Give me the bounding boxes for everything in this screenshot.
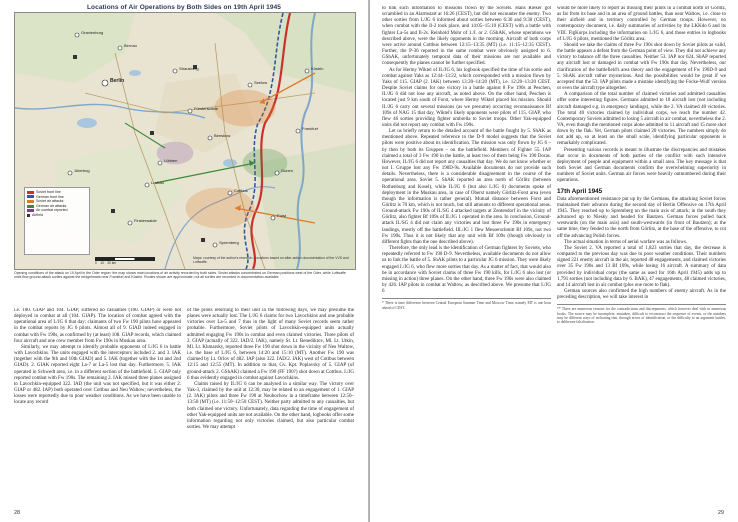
legend-swatch <box>27 214 30 217</box>
paragraph: Data aforementioned resistance put up by the Germans, the attacking Soviet forces maintained their advance during the second day of Berlin Offensive on 17th April 1945. They reached up to Spremberg on the main axis of attack; in the south they advanced up to Niesky and headed for Bautzen. German forces pulled back westwards (on the main axis) and south-westwards (in front of Bautzen); at the same time, they fended to the north from Görlitz, at the base of the offensive, to cut off the advancing Polish forces. <box>557 196 726 239</box>
map-label-strausberg: Strausberg <box>179 66 199 71</box>
paragraph: Therefore, the only lead is the identification of German fighters by Soviets, who repeatedly referred to Fw 190 D-9. Nevertheless, available documents do not allow us to link the battle of 5. ShAK pilots to a particular JG 6 mission. They were likely engaged I./JG 6, who flew more sorties that day. As a matter of fact, that would also be in accordance with Soviet claims of three Fw 190 kills, for I./JG 6 also lost (or missing in action) three planes. On the other hand, three Fw 190s were also claimed by 426. IAP pilots in combat at Waltow, as described above. We presume that I./JG 6 <box>382 246 551 295</box>
paragraph: Claims raised by II./JG 6 can be analysed in a similar way. The victory over Yak-3, claimed by the unit at 12:30, may be related to an engagement of 1. GIAP (2. IAK) pilots and three Fw 190 at Neubochow in a timeframe between 12:50–13:50 (MT) (i.e. 11:50–12:50 CEST). Neither party admitted to any casualties, but both claimed one victory. Unfortunately, data regarding the time of engagement of other Yak-equipped units are not available. On the other hand, logbooks offer some information regarding not only victories claimed, but also particular combat sorties. We may attempt <box>187 381 354 430</box>
legend-item: German front line <box>27 195 87 200</box>
map-label-guben: Guben <box>281 168 294 173</box>
legend-swatch <box>27 200 34 203</box>
map-label-seelow: Seelow <box>254 80 268 85</box>
paragraph: Similarly, we may attempt to identify probable opponents of I./JG 6 in battle with Lavochkins. The units engaged with the interceptors included 2. and 3. IAK (together with the 9th and 10th GIAD) and 5. IAK (together with the 1st and 2nd GIAD). 2. GIAK reported eight La-7 or La-5 lost that day. Furthermore, 5. IAK operated in Schwedt area, i.e. in a different section of the battlefield. 5. GIAP only reported combat with Fw 190s. The remaining 2. IAK missed three planes assigned to Lavochkin-equipped 322. IAD (the unit was not specified, but it was either 2. GIAP or 482. IAP) both operated over Cottbus and Neu Waltow; nevertheless, the losses were reportedly due to poor weather conditions. As we have been unable to locate any record <box>14 344 181 406</box>
legend-item: German air attacks <box>27 204 87 209</box>
map-label-forst: Forst <box>277 213 287 218</box>
right-page <box>370 0 738 522</box>
map-label-cottbus: Cottbus <box>234 188 248 193</box>
legend-swatch <box>27 191 34 194</box>
right-body <box>382 6 726 504</box>
map-label-jueterbog: Jüterbog <box>74 168 90 173</box>
figure-caption: Opening conditions of the attack on 19 April in the Oder region: the map shows main locations of air activity recorded by both sides. Soviet attacks concentrated on German positions west of the Oder, while Luftwaffe units flew ground-attack sorties against the bridgeheads near Frankfurt and Küstrin. Routes shown are approximate; not all sorties are recorded in documentation available. <box>14 271 346 280</box>
map-label-bernau: Bernau <box>124 43 137 48</box>
map-scale-bar <box>95 257 155 263</box>
map-label-finsterwalde: Finsterwalde <box>134 218 157 223</box>
legend-item: Air combat reported <box>27 208 87 213</box>
map-note: Maps: courtesy of the author's research. Locations based on after-action documentation of the VVS and Luftwaffe. <box>193 256 349 264</box>
right-column-1 <box>382 6 551 504</box>
map <box>14 12 356 270</box>
paragraph: Should we take the claims of three Fw 190s shot down by Soviet pilots as valid, the battle appears a defeat from the German point of view. They did not achieve any victory to balance off the three casualties. Neither 53. IAP nor 624. ShAP reported any aircraft lost or damaged in combat with Fw 190s that day. Nevertheless, our clarification of the battlefield's area theory and the engagement of Fw 190D-9 and 5. ShAK aircraft rather mysterious. And the possibilities would be great if we accepted that the 53. IAP pilots made a mistake identifying the Focke-Wulf version or even the aircraft type altogether. <box>557 42 726 92</box>
legend-item: Soviet air attacks <box>27 199 87 204</box>
legend-item: Airfield <box>27 213 87 218</box>
left-column-2 <box>187 308 354 504</box>
left-column-1 <box>14 308 181 504</box>
scale-label: 0 10 20 km <box>95 261 117 265</box>
map-label-oranienburg: Oranienburg <box>81 30 104 35</box>
page-number-left: 28 <box>14 510 21 516</box>
map-label-beeskow: Beeskow <box>214 133 231 138</box>
paragraph: i.e. 100. GIAP and 104. GIAP, suffered no casualties (100. GIAP) or were not deployed in combat at all (104. GIAP). The location of combat agreed with the operational area of I./JG 6 that day; claimants of two Fw 190 pilots have appeared in the combat reports by JG 6 pilots. Almost all of 9. GIAD indeed engaged in combat with Fw 190s, as confirmed by (at least) 108. GIAP records, which claimed four aircraft and one crew member from Fw 190s in Muskau area. <box>14 308 181 344</box>
map-label-frankfurt: Frankfurt <box>302 126 319 131</box>
footnote-left: * There is time difference between Central European Summer Time and Moscow Time, namely MT is one hour ahead of CEST. <box>382 298 551 310</box>
legend-swatch <box>27 205 34 208</box>
map-label-kuestrin: Küstrin <box>311 66 324 71</box>
paragraph: The actual situation in terms of aerial warfare was as follows. <box>564 239 688 245</box>
left-body <box>14 308 354 504</box>
section-heading: 17th April 1945 <box>557 187 603 195</box>
paragraph: As for Hermy Wiktel of II./JG 6, his logbook specified the time of his sortie and combat against Yaks as 12:44–13:22, which corresponded with a mission flown by Yaks of 115. GIAP (2. IAK) between 13:20–14:20 (MT), i.e. 12:20–13:20 CEST. Despite Soviet claims for one victory in a battle against 8 Fw 190s at Peschen, II./JG 6 did not lose any aircraft, as noted above. On the other hand, Peschen is located just 9 km south of Forst, where Hermy Wiktel placed his mission. Should II./JG 6 carry out several missions (as we presume) occurring reconnaissance Bf 109s of NAG 15 that day, Wiktel's likely opponents were pilots of 115. GIAP, who flew 46 sorties providing fighter umbrella to Soviet troops. Other Yak-equipped units did not report any combat with Fw 190s. <box>382 67 551 128</box>
map-label-spremberg: Spremberg <box>219 240 239 245</box>
left-page <box>0 0 368 522</box>
right-column-2 <box>557 6 726 504</box>
legend-item: Soviet front line <box>27 190 87 195</box>
map-legend <box>24 187 90 255</box>
paragraph: to link such information to missions flown by the Soviets. Hans Rieker got scrambled in an Alarmstart at 16:26 (CEST), but did not encounter the enemy. Two other sorties from I./JG 6 informed about sorties between 6:30 and 9:30 (CEST), when combat with the Il-2 took place, and 14:05–15:10 (CEST) with a battle with fighter La-5s and Il-2s. Reinhold Mohr of 1./I. or 2. GShAK, whose operations we described above, were the likely opponents in the morning. Aircraft of both corps were active around Cottbus between 12:15–13:35 (MT) (i.e. 11:15–12:35 CEST). Further, the P-36 reported in the same combat were obviously assigned to 6. GShAK, unfortunately temporal data of their missions are not available and consequently the planes cannot be further specified. <box>382 6 551 67</box>
map-label-berlin: Berlin <box>110 78 125 84</box>
legend-swatch <box>27 209 34 212</box>
paragraph: Let us briefly return to the detailed account of the battle fought by 5. ShAK as mentioned above. Repeated reference to the D-9 model suggests that the Soviet pilots were positive about its identification. The mission was only flown by JG 6 – by then by both its Gruppen – on the battlefield. Members of Fighter 55. IAP claimed a total of 3 Fw 190 in the battle, at least two of them being Fw 190 Doras. However, II./JG 6 did not report any casualties that day. We do not know whether or not I. Gruppe lost any Fw 190D-9s. Available documents do not provide such details. Nevertheless, there is a considerable disagreement in the course of the operational area. Soviet 5. ShAK reported an area north of Görlitz (between Rothenburg and Kosel), while II./JG 6 (but also I./JG 6) documents spoke of deployment in the Muskau area, in case of Oberst namely Görlitz-Forst area (even though the information is rather general). Mutual distance between Forst and Görlitz is 70 km, which is not much, but still amounts to different operational areas. Ground-attack Fw 190s of II./SG 4 attacked targets at Zentendorf in the vicinity of Görlitz, also fighter Bf 109s of II./JG 1 operated in the area. In conclusion, Ground-attack II./SG 4 did not claim any victories and lost three Fw 190s in emergency landings, mostly off the battlefield. III./JG 1 flew Messerschmitt Bf 109s, not two Fw 190s. Thus it is not likely that any unit with Bf 109s (though obviously in different fights than the one described above). <box>382 129 551 245</box>
paragraph: German sources also confirmed the high numbers of enemy aircraft. As in the preceding description, we will take interest in <box>557 289 726 301</box>
page-number-right: 29 <box>717 510 724 516</box>
paragraph: Presenting various records is meant to illustrate the discrepancies and mistakes that occur in documents of both parties of the conflict with such intensive deployment of people and equipment within a small area. The key message is that both Soviet and German documents confirm the overwhelming superiority in numbers of Soviet units. German air forces were heavily outnumbered during their operations. <box>557 147 726 184</box>
map-label-lubben: Lübben <box>164 158 178 163</box>
map-label-luckau: Luckau <box>151 180 164 185</box>
paragraph: of the pilots returning to their unit in the following days, we may presume the planes were actually lost. The I./JG 6 claims for two Lavochkins and one probable victories over La-5 and 7 thus in the light of many Soviet records seem rather probable. Furthermore, Soviet pilots of Lavochkin-equipped units actually admitted engaging Fw 190s in combat and even claimed victories. Three pilots of 2. GIAP (actually of 322. IAD/2. IAK), namely St. Lt. Benediktov, Ml. Lt. Utkin, Ml. Lt. Khmarsky, reported three Fw 190 shot down in the vicinity of Neu Waltow, i.e. the base of I./JG 6, between 14:20 and 15:10 (MT). Another Fw 190 was claimed by Lt. Orlov of 482. IAP (also 322. IAD/2. IAK) west of Cottbus between 12:15 and 12:55 (MT). In addition to that, Gv. Kpt. Poplavsky of 5. GIAP (of ground-attack 2. GShAK) claimed a Fw 190 (FF 190?) shot down at Cottbus. I./JG 6 thus evidently engaged in combat against Lavochkins. <box>187 308 354 381</box>
map-title: Locations of Air Operations by Both Sides on 19th April 1945 <box>86 4 282 11</box>
paragraph: A comparison of the total number of claimed victories and admitted casualties offer some interesting figures. Germans admitted to 10 aircraft lost (not including aircraft damaged e.g. in emergency landings), while the 2. VA claimed 40 victories. The total 40 victories claimed by individual corps, we reach the number 42. Contemporary Soviets admitted to losing 5 aircraft in air combat, nevertheless the 2. VA, even though the mentioned corps alone admitted to 11 aircraft and 15 more shot down by the flak. Yet, German pilots claimed 20 victories. The numbers simply do not add up, so at least on the small scale, identifying particular opponents is remarkably complicated. <box>557 92 726 147</box>
paragraph: would be more likely to report as missing their pilots in a combat north of Görlitz, as far from its base and in an area of ground battles, than near Waltow, i.e. close to their airfield and in territory controlled by German troops. However, no contemporary document, i.e. daily summaries of activities by the LKKdo 6 and its VIII. FlgKorps including the information on I./JG 6, and those entries in logbooks of I./JG 6 pilots, mentioned the Görlitz area. <box>557 6 726 42</box>
map-label-fuerstenwalde: Fürstenwalde <box>194 106 219 111</box>
paragraph: The Soviet 2. VA reported a total of 1,823 sorties that day, the decrease is compared to the previous day was due to poor weather conditions. Their numbers signed 221 enemy aircraft in the air, reported 48 engagements, and claimed victories over 35 Fw 190s and 13 Bf 109s, while losing 16 aircraft. A summary of data provided by individual corps (the same as used for 16th April 1945) adds up to 1,791 sorties (not including data by 6. BAK), 47 engagements, 48 claimed victories, and 14 aircraft lost in air combat (plus one more to flak). <box>557 245 726 288</box>
legend-swatch <box>27 195 34 198</box>
footnote-right: ** There are numerous reasons for the contradictions and discrepancies, which however deal with in numerous books. The source may be incomplete, mistaken, difficult to reconstruct the sequence of events, or the numbers may be different ways of reckoning that, through errors of identification, or the difficulty to an argument battles, to deliberate falsification. <box>557 304 726 324</box>
